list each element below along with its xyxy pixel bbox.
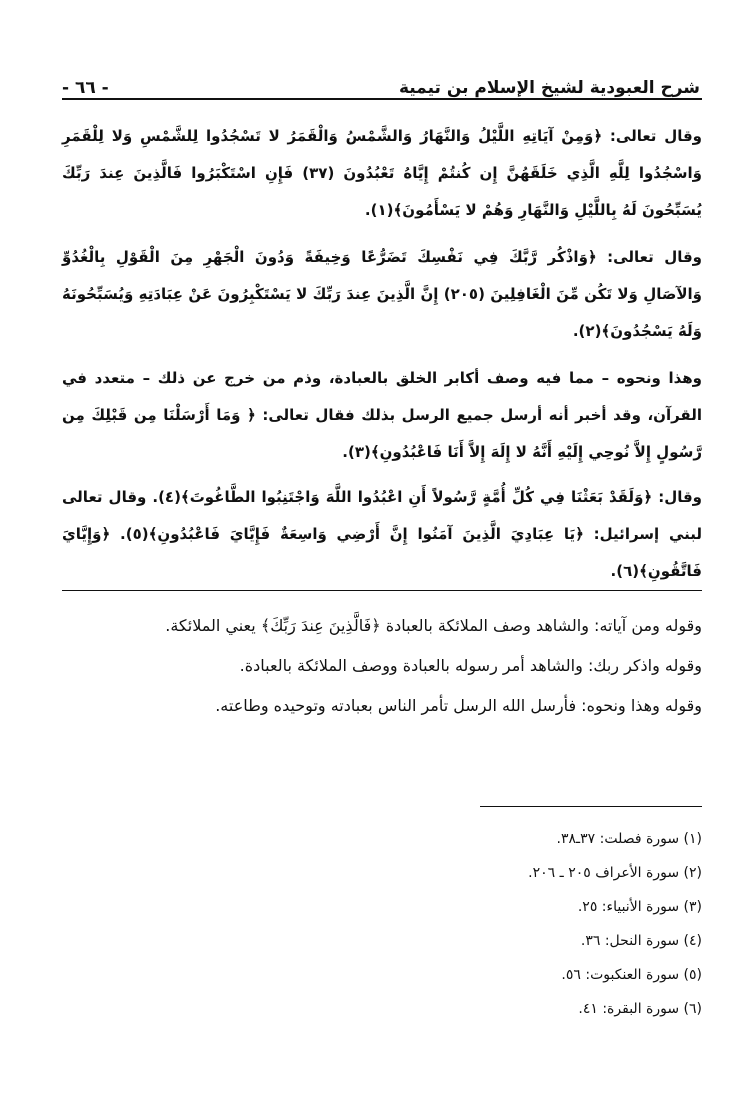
verse-paragraph-4: وقال: ﴿وَلَقَدْ بَعَثْنَا فِي كُلِّ أُمَّةٍ رَّسُولاً أَنِ اعْبُدُوا اللَّهَ وَاجْتَنِبُوا الطَّاغُوتَ﴾(٤). وقال تعالى لبني إسرائيل: ﴿يَا عِبَادِيَ الَّذِينَ آمَنُوا إِنَّ أَرْضِي وَاسِعَةٌ فَإِيَّايَ فَاعْبُدُونِ﴾(٥). ﴿وَإِيَّايَ فَاتَّقُونِ﴾(٦). xyxy=(62,488,702,580)
footnote-item: (٦) سورة البقرة: ٤١. xyxy=(578,1001,702,1017)
main-text xyxy=(62,118,702,590)
section-divider xyxy=(62,590,702,591)
commentary xyxy=(62,606,702,726)
header-title: شرح العبودية لشيخ الإسلام بن تيمية xyxy=(398,78,700,98)
running-header xyxy=(62,68,700,98)
footnote-item: (١) سورة فصلت: ٣٧ـ٣٨. xyxy=(556,831,702,847)
footnote-divider xyxy=(480,806,702,807)
verse-paragraph-2: وقال تعالى: ﴿وَاذْكُر رَّبَّكَ فِي نَفْسِكَ تَضَرُّعًا وَخِيفَةً وَدُونَ الْجَهْرِ مِنَ الْقَوْلِ بِالْغُدُوِّ وَالآصَالِ وَلا تَكُن مِّنَ الْغَافِلِينَ (٢٠٥) إِنَّ الَّذِينَ عِندَ رَبِّكَ لا يَسْتَكْبِرُونَ عَنْ عِبَادَتِهِ وَيُسَبِّحُونَهُ وَلَهُ يَسْجُدُونَ﴾(٢). xyxy=(62,248,702,340)
page-number: - ٦٦ - xyxy=(62,78,109,98)
header-rule xyxy=(62,98,702,100)
footnote-item: (٤) سورة النحل: ٣٦. xyxy=(580,933,702,949)
footnote-item: (٢) سورة الأعراف ٢٠٥ ـ ٢٠٦. xyxy=(528,865,702,881)
footnote-item: (٣) سورة الأنبياء: ٢٥. xyxy=(577,899,702,915)
commentary-paragraph-2: وقوله واذكر ربك: والشاهد أمر رسوله بالعبادة ووصف الملائكة بالعبادة. xyxy=(239,656,702,675)
footnote-item: (٥) سورة العنكبوت: ٥٦. xyxy=(561,967,702,983)
commentary-paragraph-1: وقوله ومن آياته: والشاهد وصف الملائكة بالعبادة ﴿فَالَّذِينَ عِندَ رَبِّكَ﴾ يعني الملائكة. xyxy=(165,616,702,635)
footnotes xyxy=(300,822,702,1026)
verse-paragraph-1: وقال تعالى: ﴿وَمِنْ آيَاتِهِ اللَّيْلُ وَالنَّهَارُ وَالشَّمْسُ وَالْقَمَرُ لا تَسْجُدُوا لِلشَّمْسِ وَلا لِلْقَمَرِ وَاسْجُدُوا لِلَّهِ الَّذِي خَلَقَهُنَّ إِن كُنتُمْ إِيَّاهُ تَعْبُدُونَ (٣٧) فَإِنِ اسْتَكْبَرُوا فَالَّذِينَ عِندَ رَبِّكَ يُسَبِّحُونَ لَهُ بِاللَّيْلِ وَالنَّهَارِ وَهُمْ لا يَسْأَمُونَ﴾(١). xyxy=(62,127,702,219)
commentary-paragraph-3: وقوله وهذا ونحوه: فأرسل الله الرسل تأمر الناس بعبادته وتوحيده وطاعته. xyxy=(215,696,702,715)
verse-paragraph-3: وهذا ونحوه – مما فيه وصف أكابر الخلق بالعبادة، وذم من خرج عن ذلك – متعدد في القرآن، وقد أخبر أنه أرسل جميع الرسل بذلك فقال تعالى: ﴿ وَمَا أَرْسَلْنَا مِن قَبْلِكَ مِن رَّسُولٍ إِلاَّ نُوحِي إِلَيْهِ أَنَّهُ لا إِلَهَ إِلاَّ أَنَا فَاعْبُدُونِ﴾(٣). xyxy=(62,369,702,461)
